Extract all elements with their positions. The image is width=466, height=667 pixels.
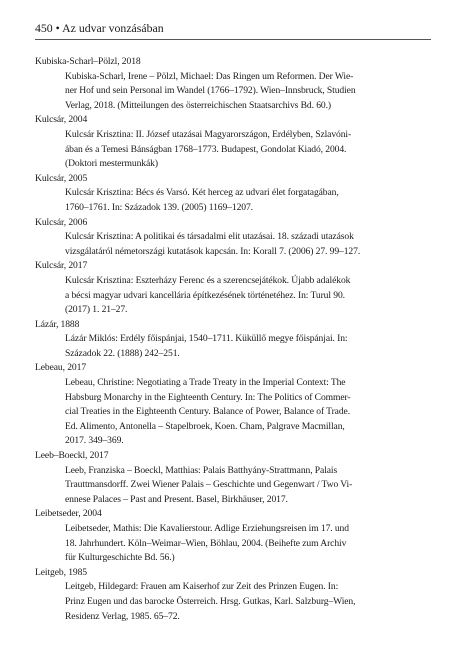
bibliography-entry: [35, 566, 431, 624]
header-separator: •: [55, 21, 60, 35]
reference-line: Lebeau, Christine: Negotiating a Trade Treaty in the Imperial Context: The: [65, 377, 346, 389]
reference-line: Lázár Miklós: Erdély főispánjai, 1540–1711. Küküllő megye főispánjai. In:: [65, 333, 348, 345]
reference-line: Leeb, Franziska – Boeckl, Matthias: Palais Batthyány-Strattmann, Palais: [65, 464, 338, 476]
entry-reference: [65, 274, 431, 318]
entry-short-title: Kulcsár, 2005: [35, 172, 88, 184]
reference-line: Kulcsár Krisztina: Bécs és Varsó. Két herceg az udvari élet forgatagában,: [65, 187, 339, 199]
bibliography-entry: [35, 172, 431, 216]
reference-line: (2017) 1. 21–27.: [65, 304, 128, 316]
entry-reference: [65, 522, 431, 566]
entry-reference: [65, 580, 431, 624]
reference-line: Ed. Alimento, Antonella – Stapelbroek, Koen. Cham, Palgrave Macmillan,: [65, 420, 345, 432]
bibliography-entry: [35, 113, 431, 171]
entry-short-title: Kulcsár, 2017: [35, 260, 88, 272]
reference-line: Trauttmansdorff. Zwei Wiener Palais – Geschichte und Gegenwart / Two Vi-: [65, 479, 353, 491]
reference-line: Kulcsár Krisztina: A politikai és társadalmi elit utazásai. 18. századi utazások: [65, 231, 354, 243]
reference-line: 1760–1761. In: Századok 139. (2005) 1169–1207.: [65, 201, 253, 213]
reference-line: Századok 22. (1888) 242–251.: [65, 347, 180, 359]
entry-reference: [65, 70, 431, 114]
reference-line: ában és a Temesi Bánságban 1768–1773. Budapest, Gondolat Kiadó, 2004.: [65, 143, 347, 155]
reference-line: Residenz Verlag, 1985. 65–72.: [65, 610, 180, 622]
bibliography-list: [35, 55, 431, 624]
reference-line: Leibetseder, Mathis: Die Kavalierstour. Adlige Erziehungsreisen im 17. und: [65, 523, 349, 534]
reference-line: Habsburg Monarchy in the Eighteenth Century. In: The Politics of Commer-: [65, 391, 351, 403]
reference-line: Verlag, 2018. (Mitteilungen des österreichischen Staatsarchivs Bd. 60.): [65, 99, 331, 111]
reference-line: 2017. 349–369.: [65, 435, 124, 447]
entry-short-title: Lebeau, 2017: [35, 362, 87, 374]
entry-short-title: Lázár, 1888: [35, 318, 80, 330]
entry-reference: [65, 186, 431, 215]
bibliography-entry: [35, 318, 431, 362]
entry-short-title: Leibetseder, 2004: [35, 508, 102, 520]
bibliography-entry: [35, 449, 431, 507]
entry-reference: [65, 332, 431, 361]
entry-reference: [65, 464, 431, 508]
entry-reference: [65, 230, 431, 259]
bibliography-entry: [35, 216, 431, 260]
reference-line: a bécsi magyar udvari kancellária építkezésének történetéhez. In: Turul 90.: [65, 289, 345, 301]
reference-line: Kubiska-Scharl, Irene – Pölzl, Michael: Das Ringen um Reformen. Der Wie-: [65, 70, 354, 82]
entry-short-title: Kubiska-Scharl–Pölzl, 2018: [35, 56, 141, 67]
entry-reference: [65, 376, 431, 449]
reference-line: 18. Jahrhundert. Köln–Weimar–Wien, Böhlau, 2004. (Beihefte zum Archiv: [65, 537, 347, 549]
reference-line: cial Treaties in the Eighteenth Century. Balance of Power, Balance of Trade.: [65, 406, 350, 418]
reference-line: Prinz Eugen und das barocke Österreich. Hrsg. Gutkas, Karl. Salzburg–Wien,: [65, 595, 356, 607]
bibliography-entry: [35, 361, 431, 449]
entry-short-title: Kulcsár, 2006: [35, 216, 88, 228]
reference-line: (Doktori mestermunkák): [65, 158, 158, 170]
header-rule: [35, 39, 431, 40]
reference-line: ner Hof und sein Personal im Wandel (1766–1792). Wien–Innsbruck, Studien: [65, 85, 356, 97]
reference-line: für Kulturgeschichte Bd. 56.): [65, 552, 175, 564]
entry-short-title: Kulcsár, 2004: [35, 114, 88, 126]
entry-reference: [65, 128, 431, 172]
reference-line: ennese Palaces – Past and Present. Basel, Birkhäuser, 2017.: [65, 493, 288, 505]
running-header: [35, 21, 425, 36]
bibliography-entry: [35, 507, 431, 565]
entry-short-title: Leitgeb, 1985: [35, 566, 87, 578]
bibliography-entry: [35, 259, 431, 317]
reference-line: Leitgeb, Hildegard: Frauen am Kaiserhof zur Zeit des Prinzen Eugen. In:: [65, 581, 339, 593]
running-title: Az udvar vonzásában: [62, 21, 164, 35]
reference-line: Kulcsár Krisztina: II. József utazásai Magyarországon, Erdélyben, Szlavóni-: [65, 128, 352, 140]
page-number: 450: [35, 21, 53, 35]
entry-short-title: Leeb–Boeckl, 2017: [35, 450, 109, 462]
reference-line: Kulcsár Krisztina: Eszterházy Ferenc és a szerencsejátékok. Újabb adalékok: [65, 274, 351, 286]
reference-line: vizsgálatáról németországi kutatások kapcsán. In: Korall 7. (2006) 27. 99–127.: [65, 245, 361, 257]
bibliography-entry: [35, 55, 431, 113]
